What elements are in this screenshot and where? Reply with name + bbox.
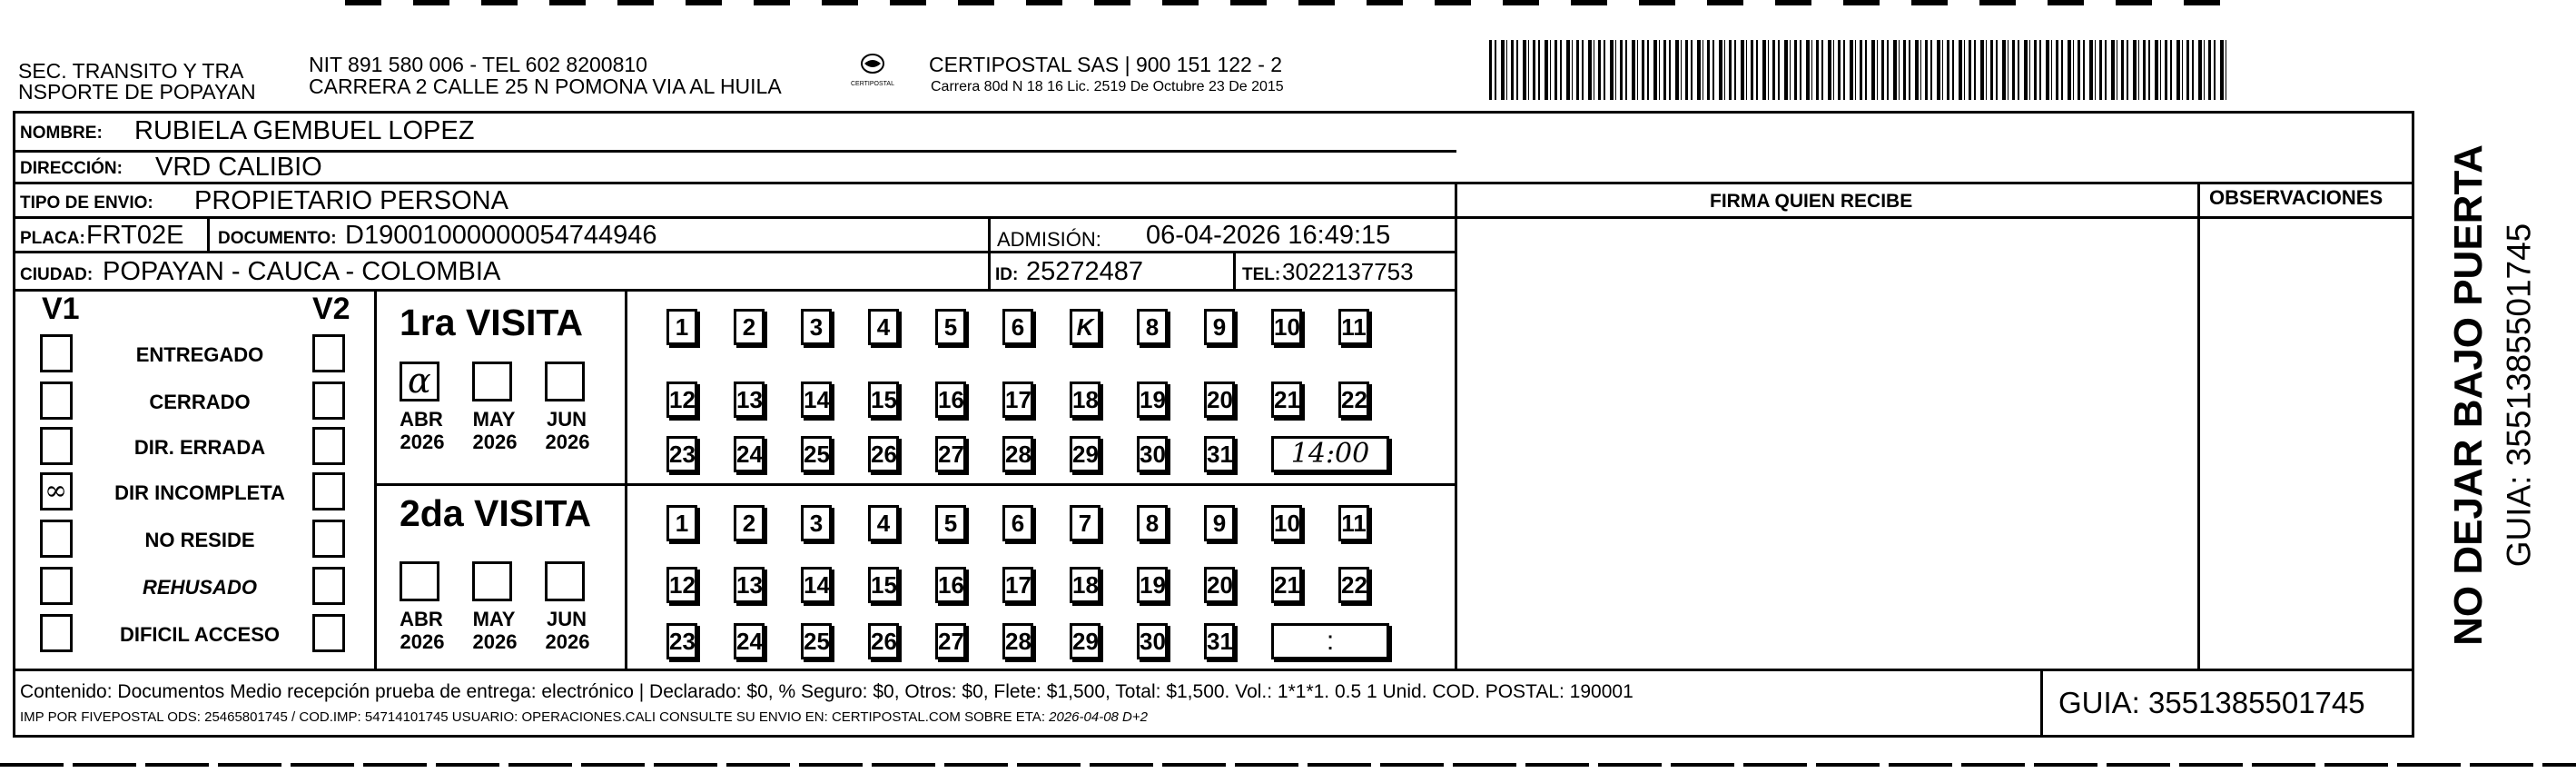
nombre-value: RUBIELA GEMBUEL LOPEZ xyxy=(134,116,475,145)
v1-checkbox[interactable] xyxy=(40,427,73,465)
year-label: 2026 xyxy=(472,630,518,653)
barcode xyxy=(1489,40,2226,100)
day-checkbox[interactable]: 11 xyxy=(1338,309,1369,345)
day-checkbox[interactable]: 3 xyxy=(801,309,832,345)
day-checkbox[interactable]: 22 xyxy=(1338,382,1369,418)
id-label: ID: xyxy=(995,265,1019,284)
placa-value: FRT02E xyxy=(86,221,184,250)
status-label: ENTREGADO xyxy=(135,343,264,366)
month-checkbox[interactable] xyxy=(400,362,439,401)
ciudad-id-divider xyxy=(988,251,991,289)
visit-divider-right xyxy=(625,483,1455,486)
day-checkbox[interactable]: K xyxy=(1070,309,1100,345)
day-checkbox[interactable]: 2 xyxy=(734,505,765,541)
second-visit-title: 2da VISITA xyxy=(400,492,592,534)
day-checkbox[interactable]: 12 xyxy=(666,382,697,418)
day-checkbox[interactable]: 12 xyxy=(666,567,697,603)
status-label: DIR INCOMPLETA xyxy=(114,481,285,504)
first-visit-title: 1ra VISITA xyxy=(400,302,584,343)
day-checkbox[interactable]: 13 xyxy=(734,567,765,603)
day-checkbox[interactable]: 9 xyxy=(1204,505,1235,541)
footer-line2-wrap xyxy=(20,710,1148,724)
day-checkbox[interactable]: 1 xyxy=(666,309,697,345)
day-checkbox[interactable]: 31 xyxy=(1204,623,1235,659)
placa-doc-divider xyxy=(207,216,210,251)
nit-line1: NIT 891 580 006 - TEL 602 8200810 xyxy=(309,53,647,76)
day-checkbox[interactable]: 13 xyxy=(734,382,765,418)
footer-guia-divider xyxy=(2040,669,2043,738)
day-checkbox[interactable]: 16 xyxy=(935,567,966,603)
month-label: ABR xyxy=(400,608,443,630)
col-divider-obs xyxy=(2197,182,2200,669)
row-divider-6 xyxy=(13,669,2414,671)
day-checkbox[interactable]: 10 xyxy=(1271,505,1302,541)
day-checkbox[interactable]: 24 xyxy=(734,436,765,472)
v1-checkbox-mark: ∞ xyxy=(44,475,67,507)
admision-label: ADMISIÓN: xyxy=(997,228,1101,251)
day-checkbox[interactable]: 23 xyxy=(666,436,697,472)
tipo-value: PROPIETARIO PERSONA xyxy=(194,186,508,215)
v2-checkbox[interactable] xyxy=(312,567,345,605)
row-divider-3 xyxy=(13,216,2414,219)
day-checkbox[interactable]: 21 xyxy=(1271,382,1302,418)
day-checkbox[interactable]: 21 xyxy=(1271,567,1302,603)
day-checkbox[interactable]: 15 xyxy=(868,567,899,603)
day-checkbox[interactable]: 5 xyxy=(935,309,966,345)
day-checkbox[interactable]: 28 xyxy=(1002,436,1033,472)
footer-eta: 2026-04-08 D+2 xyxy=(1049,709,1148,725)
day-checkbox[interactable]: 29 xyxy=(1070,436,1100,472)
day-checkbox[interactable]: 24 xyxy=(734,623,765,659)
company-line2: Carrera 80d N 18 16 Lic. 2519 De Octubre 23 De 2015 xyxy=(931,79,1284,94)
day-checkbox[interactable]: 20 xyxy=(1204,382,1235,418)
day-checkbox[interactable]: 6 xyxy=(1002,309,1033,345)
day-checkbox[interactable]: 19 xyxy=(1137,567,1168,603)
day-checkbox[interactable]: 14 xyxy=(801,567,832,603)
year-label: 2026 xyxy=(400,431,445,453)
v2-checkbox[interactable] xyxy=(312,382,345,420)
placa-label: PLACA: xyxy=(20,229,85,248)
month-label: JUN xyxy=(546,408,587,431)
id-value: 25272487 xyxy=(1026,257,1144,286)
v1-checkbox[interactable] xyxy=(40,334,73,372)
footer-line2: IMP POR FIVEPOSTAL ODS: 25465801745 / COD.IMP: 54714101745 USUARIO: OPERACIONES.CALI CONSULTE SU ENVIO EN: CERTIPOSTAL.COM SOBRE ETA: xyxy=(20,709,1050,725)
observaciones-label: OBSERVACIONES xyxy=(2209,186,2384,209)
day-checkbox[interactable]: 26 xyxy=(868,623,899,659)
month-checkbox[interactable] xyxy=(472,362,512,401)
nit-line2: CARRERA 2 CALLE 25 N POMONA VIA AL HUILA xyxy=(309,74,782,98)
month-checkbox-mark: ɑ xyxy=(408,361,431,401)
v1-checkbox[interactable] xyxy=(40,614,73,652)
footer-line1: Contenido: Documentos Medio recepción prueba de entrega: electrónico | Declarado: $0, % Seguro: $0, Otros: $0, Flete: $1,500, Total: $1,500. Vol.: 1*1*1. 0.5 1 Unid. COD. POSTAL: 190001 xyxy=(20,681,1633,702)
year-label: 2026 xyxy=(472,431,518,453)
direccion-value: VRD CALIBIO xyxy=(155,153,322,182)
day-checkbox[interactable]: 11 xyxy=(1338,505,1369,541)
logo-icon xyxy=(849,51,896,93)
doc-admision-divider xyxy=(988,216,991,251)
day-checkbox[interactable]: 15 xyxy=(868,382,899,418)
side-guia: GUIA: 3551385501745 xyxy=(2500,223,2538,568)
id-tel-divider xyxy=(1233,251,1236,289)
day-checkbox[interactable]: 9 xyxy=(1204,309,1235,345)
v2-checkbox[interactable] xyxy=(312,520,345,558)
day-checkbox[interactable]: 27 xyxy=(935,623,966,659)
v2-label: V2 xyxy=(312,292,350,326)
day-checkbox[interactable]: 1 xyxy=(666,505,697,541)
row-divider-2 xyxy=(13,182,1456,184)
year-label: 2026 xyxy=(545,630,590,653)
month-label: MAY xyxy=(472,608,516,630)
day-checkbox[interactable]: 5 xyxy=(935,505,966,541)
issuer-line2: NSPORTE DE POPAYAN xyxy=(18,80,256,104)
row-divider-5 xyxy=(13,289,1456,292)
v2-checkbox[interactable] xyxy=(312,614,345,652)
time-value: 14:00 xyxy=(1290,438,1370,470)
tel-value: 3022137753 xyxy=(1282,258,1414,285)
v1-checkbox[interactable] xyxy=(40,567,73,605)
status-label: CERRADO xyxy=(149,391,251,413)
day-checkbox[interactable]: 18 xyxy=(1070,382,1100,418)
documento-value: D19001000000054744946 xyxy=(345,221,657,250)
month-label: ABR xyxy=(400,408,443,431)
months-days-divider xyxy=(625,289,627,669)
day-checkbox[interactable]: 8 xyxy=(1137,309,1168,345)
year-label: 2026 xyxy=(545,431,590,453)
day-checkbox[interactable]: 7 xyxy=(1070,505,1100,541)
visit-divider-left xyxy=(374,483,625,486)
day-checkbox[interactable]: 31 xyxy=(1204,436,1235,472)
day-checkbox[interactable]: 28 xyxy=(1002,623,1033,659)
day-checkbox[interactable]: 20 xyxy=(1204,567,1235,603)
v2-checkbox[interactable] xyxy=(312,334,345,372)
time-field[interactable] xyxy=(1271,623,1389,659)
status-label: NO RESIDE xyxy=(144,529,255,551)
top-cut-line xyxy=(345,0,2252,5)
tipo-label: TIPO DE ENVIO: xyxy=(20,193,153,213)
direccion-label: DIRECCIÓN: xyxy=(20,159,123,178)
month-checkbox[interactable] xyxy=(545,561,585,601)
firma-top-line xyxy=(1455,182,2414,184)
col-divider-firma xyxy=(1455,182,1457,669)
day-checkbox[interactable]: 25 xyxy=(801,436,832,472)
v2-checkbox[interactable] xyxy=(312,472,345,510)
year-label: 2026 xyxy=(400,630,445,653)
status-label: REHUSADO xyxy=(143,576,257,599)
certipostal-logo xyxy=(849,51,896,93)
day-checkbox[interactable]: 3 xyxy=(801,505,832,541)
status-visits-divider xyxy=(374,289,377,669)
v1-checkbox[interactable] xyxy=(40,382,73,420)
footer-guia: GUIA: 3551385501745 xyxy=(2058,686,2365,719)
company-line1: CERTIPOSTAL SAS | 900 151 122 - 2 xyxy=(929,53,1283,76)
nombre-label: NOMBRE: xyxy=(20,124,103,143)
day-checkbox[interactable]: 22 xyxy=(1338,567,1369,603)
v2-checkbox[interactable] xyxy=(312,427,345,465)
row-divider-4 xyxy=(13,251,1456,253)
month-label: MAY xyxy=(472,408,516,431)
month-checkbox[interactable] xyxy=(400,561,439,601)
month-checkbox[interactable] xyxy=(545,362,585,401)
month-label: JUN xyxy=(546,608,587,630)
firma-label: FIRMA QUIEN RECIBE xyxy=(1710,191,1913,212)
day-checkbox[interactable]: 8 xyxy=(1137,505,1168,541)
status-label: DIR. ERRADA xyxy=(133,436,266,459)
v1-checkbox[interactable] xyxy=(40,472,73,510)
day-checkbox[interactable]: 19 xyxy=(1137,382,1168,418)
day-checkbox[interactable]: 6 xyxy=(1002,505,1033,541)
day-checkbox[interactable]: 27 xyxy=(935,436,966,472)
day-checkbox[interactable]: 4 xyxy=(868,309,899,345)
day-checkbox[interactable]: 25 xyxy=(801,623,832,659)
month-checkbox[interactable] xyxy=(472,561,512,601)
time-value: : xyxy=(1326,626,1335,656)
day-checkbox[interactable]: 2 xyxy=(734,309,765,345)
v1-checkbox[interactable] xyxy=(40,520,73,558)
tel-label: TEL: xyxy=(1242,265,1281,284)
day-checkbox[interactable]: 16 xyxy=(935,382,966,418)
bottom-cut-line xyxy=(0,763,2576,767)
status-label: DIFICIL ACCESO xyxy=(119,623,280,646)
day-checkbox[interactable]: 17 xyxy=(1002,567,1033,603)
day-checkbox[interactable]: 10 xyxy=(1271,309,1302,345)
day-checkbox[interactable]: 14 xyxy=(801,382,832,418)
day-checkbox[interactable]: 29 xyxy=(1070,623,1100,659)
day-checkbox[interactable]: 26 xyxy=(868,436,899,472)
day-checkbox[interactable]: 23 xyxy=(666,623,697,659)
ciudad-value: POPAYAN - CAUCA - COLOMBIA xyxy=(103,257,501,286)
day-checkbox[interactable]: 30 xyxy=(1137,623,1168,659)
day-checkbox[interactable]: 30 xyxy=(1137,436,1168,472)
side-title: NO DEJAR BAJO PUERTA xyxy=(2446,144,2491,646)
svg-text:CERTIPOSTAL: CERTIPOSTAL xyxy=(851,81,894,87)
admision-value: 06-04-2026 16:49:15 xyxy=(1146,221,1391,250)
v1-label: V1 xyxy=(42,292,80,326)
day-checkbox[interactable]: 18 xyxy=(1070,567,1100,603)
day-checkbox[interactable]: 17 xyxy=(1002,382,1033,418)
issuer-line1: SEC. TRANSITO Y TRA xyxy=(18,59,244,83)
ciudad-label: CIUDAD: xyxy=(20,265,94,284)
documento-label: DOCUMENTO: xyxy=(218,229,337,248)
time-field[interactable] xyxy=(1271,436,1389,472)
day-checkbox[interactable]: 4 xyxy=(868,505,899,541)
